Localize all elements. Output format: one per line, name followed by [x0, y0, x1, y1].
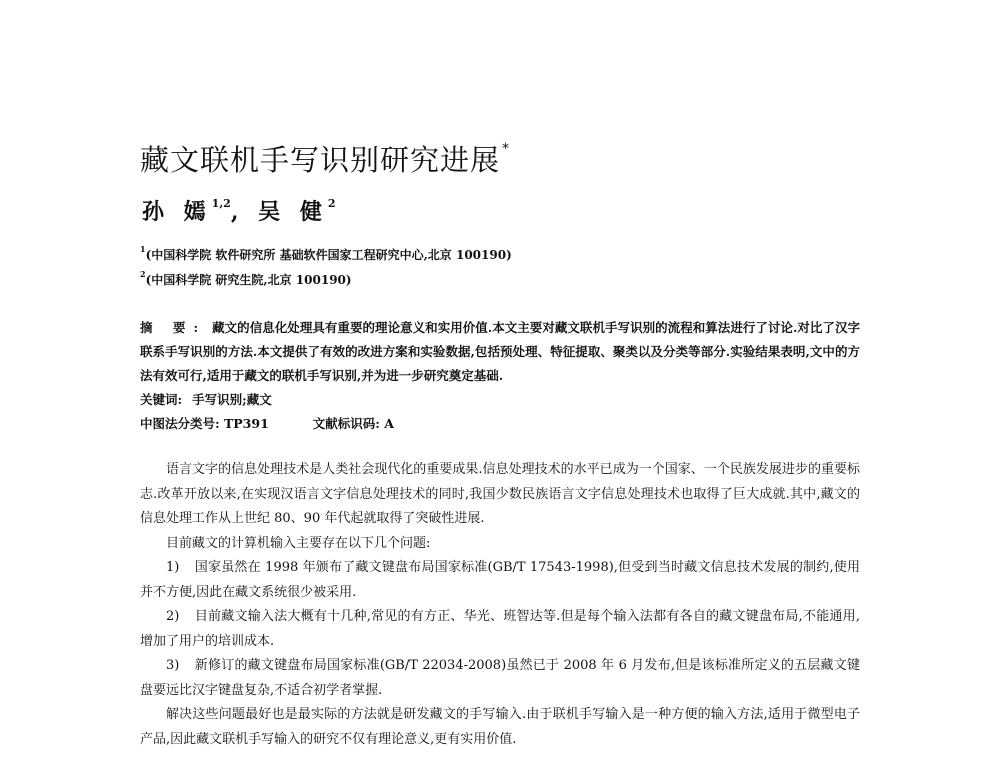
- list-item-text: 目前藏文输入法大概有十几种,常见的有方正、华光、班智达等.但是每个输入法都有各自的藏文键盘布局,不能通用,增加了用户的培训成本.: [140, 609, 860, 649]
- paper-title-text: 藏文联机手写识别研究进展: [140, 143, 501, 177]
- title-footnote-mark: *: [502, 141, 511, 158]
- author-affiliation-mark: 1,2: [211, 196, 231, 210]
- list-item: [140, 654, 860, 703]
- affiliation: [140, 271, 352, 288]
- affiliation-text: (中国科学院 研究生院,北京 100190): [145, 273, 352, 287]
- list-number: 1): [166, 560, 180, 575]
- abstract-label: 摘 要:: [140, 320, 207, 335]
- list-item: [140, 556, 860, 605]
- author-name: 吴 健: [258, 199, 328, 225]
- author-name: 孙 嫣: [142, 199, 212, 225]
- affiliation-text: (中国科学院 软件研究所 基础软件国家工程研究中心,北京 100190): [145, 248, 512, 262]
- affiliation: [140, 246, 512, 263]
- author-affiliation-mark: 2: [327, 196, 336, 210]
- keywords-text: 手写识别;藏文: [192, 392, 272, 407]
- paper-title: [140, 138, 510, 179]
- author-line: [142, 195, 335, 226]
- classification-line: [140, 414, 394, 432]
- list-number: 3): [166, 658, 180, 673]
- abstract: [140, 316, 860, 388]
- affiliation-mark: 2: [140, 269, 146, 279]
- paragraph: 目前藏文的计算机输入主要存在以下几个问题:: [166, 535, 431, 551]
- list-item: [140, 605, 860, 654]
- author-separator: ,: [230, 199, 245, 225]
- keywords: [140, 390, 272, 408]
- body-text: [140, 458, 860, 752]
- list-item-text: 新修订的藏文键盘布局国家标准(GB/T 22034-2008)虽然已于 2008 年 6 月发布,但是该标准所定义的五层藏文键盘要远比汉字键盘复杂,不适合初学者掌握.: [140, 658, 860, 698]
- clc-code: TP391: [223, 416, 269, 431]
- paragraph: 语言文字的信息处理技术是人类社会现代化的重要成果.信息处理技术的水平已成为一个国家、一个民族发展进步的重要标志.改革开放以来,在实现汉语言文字信息处理技术的同时,我国少数民族语言文字信息处理技术也取得了巨大成就.其中,藏文的信息处理工作从上世纪 80、90 年代起就取得了突破性进展.: [140, 462, 860, 526]
- clc-label: 中图法分类号:: [140, 416, 220, 431]
- list-number: 2): [166, 609, 180, 624]
- doc-code: A: [384, 416, 394, 431]
- keywords-label: 关键词:: [140, 392, 183, 407]
- abstract-text: 藏文的信息化处理具有重要的理论意义和实用价值.本文主要对藏文联机手写识别的流程和算法进行了讨论.对比了汉字联系手写识别的方法.本文提供了有效的改进方案和实验数据,包括预处理、特征提取、聚类以及分类等部分.实验结果表明,文中的方法有效可行,适用于藏文的联机手写识别,并为进一步研究奠定基础.: [140, 320, 860, 383]
- paragraph: 解决这些问题最好也是最实际的方法就是研发藏文的手写输入.由于联机手写输入是一种方便的输入方法,适用于微型电子产品,因此藏文联机手写输入的研究不仅有理论意义,更有实用价值.: [140, 707, 860, 747]
- list-item-text: 国家虽然在 1998 年颁布了藏文键盘布局国家标准(GB/T 17543-1998),但受到当时藏文信息技术发展的制约,使用并不方便,因此在藏文系统很少被采用.: [140, 560, 860, 600]
- doc-code-label: 文献标识码:: [312, 416, 380, 431]
- affiliation-mark: 1: [140, 244, 146, 254]
